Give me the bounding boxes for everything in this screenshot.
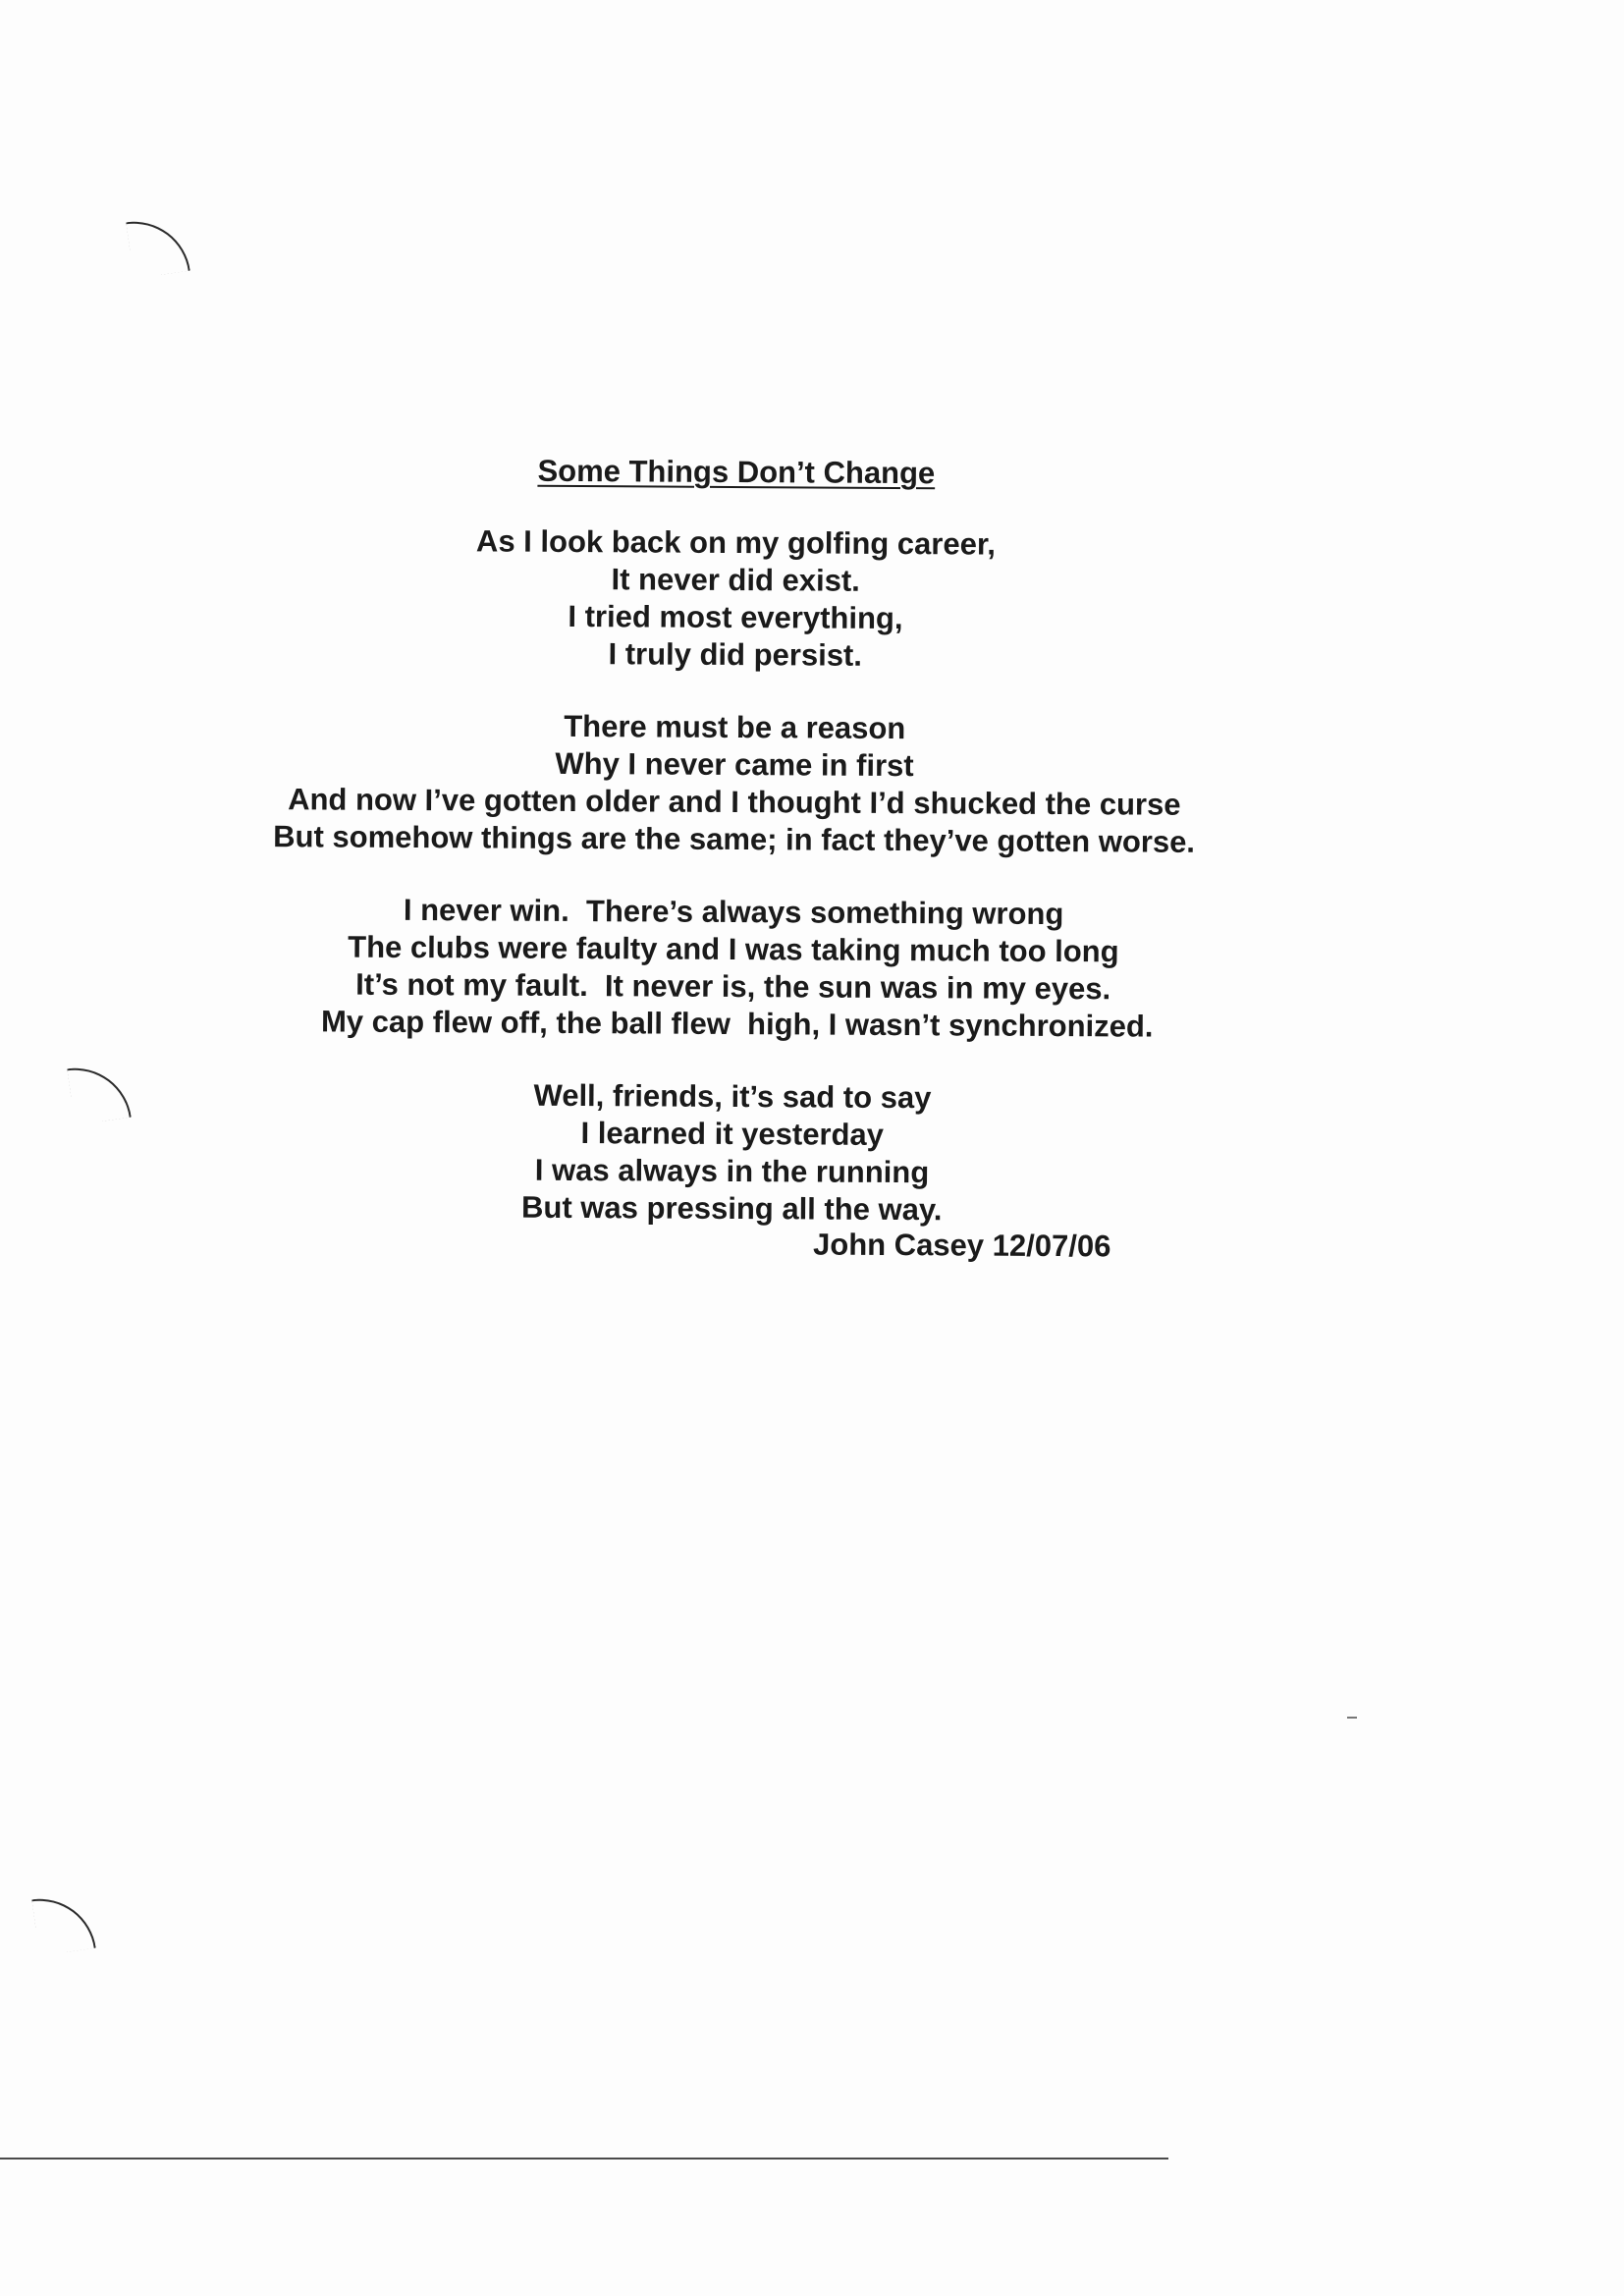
stanza-4 — [0, 1073, 1469, 1267]
poem-line: But somehow things are the same; in fact they’ve gotten worse. — [273, 819, 1196, 859]
poem — [0, 449, 1473, 1267]
poem-line: There must be a reason — [564, 708, 906, 746]
poem-line: I truly did persist. — [608, 636, 863, 673]
poem-line: Well, friends, it’s sad to say — [533, 1077, 932, 1116]
poem-line: As I look back on my golfing career, — [475, 523, 996, 562]
poem-line: I learned it yesterday — [580, 1116, 885, 1152]
scan-speck — [1347, 1717, 1357, 1719]
stanza-2 — [0, 704, 1471, 862]
poem-line: I was always in the running — [534, 1152, 930, 1190]
stanza-3 — [0, 889, 1470, 1047]
poem-line: The clubs were faulty and I was taking much too long — [348, 929, 1119, 969]
poem-line: It’s not my fault. It never is, the sun was in my eyes. — [355, 966, 1111, 1007]
poem-line: I tried most everything, — [568, 598, 903, 636]
punch-hole-mark — [126, 214, 190, 279]
page-edge-rule — [0, 2158, 1168, 2159]
poem-line: Why I never came in first — [555, 745, 914, 784]
poem-line: I never win. There’s always something wrong — [403, 892, 1064, 932]
poem-title-wrap — [0, 449, 1473, 528]
stanza-1 — [0, 519, 1473, 678]
author-signature: John Casey 12/07/06 — [812, 1227, 1111, 1264]
poem-line: It never did exist. — [611, 562, 860, 598]
poem-line: My cap flew off, the ball flew high, I wasn’t synchronized. — [312, 1004, 1154, 1044]
poem-title: Some Things Don’t Change — [537, 453, 936, 491]
poem-line: But was pressing all the way. — [520, 1189, 943, 1228]
poem-line: And now I’ve gotten older and I thought I’d shucked the curse — [288, 782, 1181, 822]
punch-hole-mark — [31, 1891, 96, 1956]
